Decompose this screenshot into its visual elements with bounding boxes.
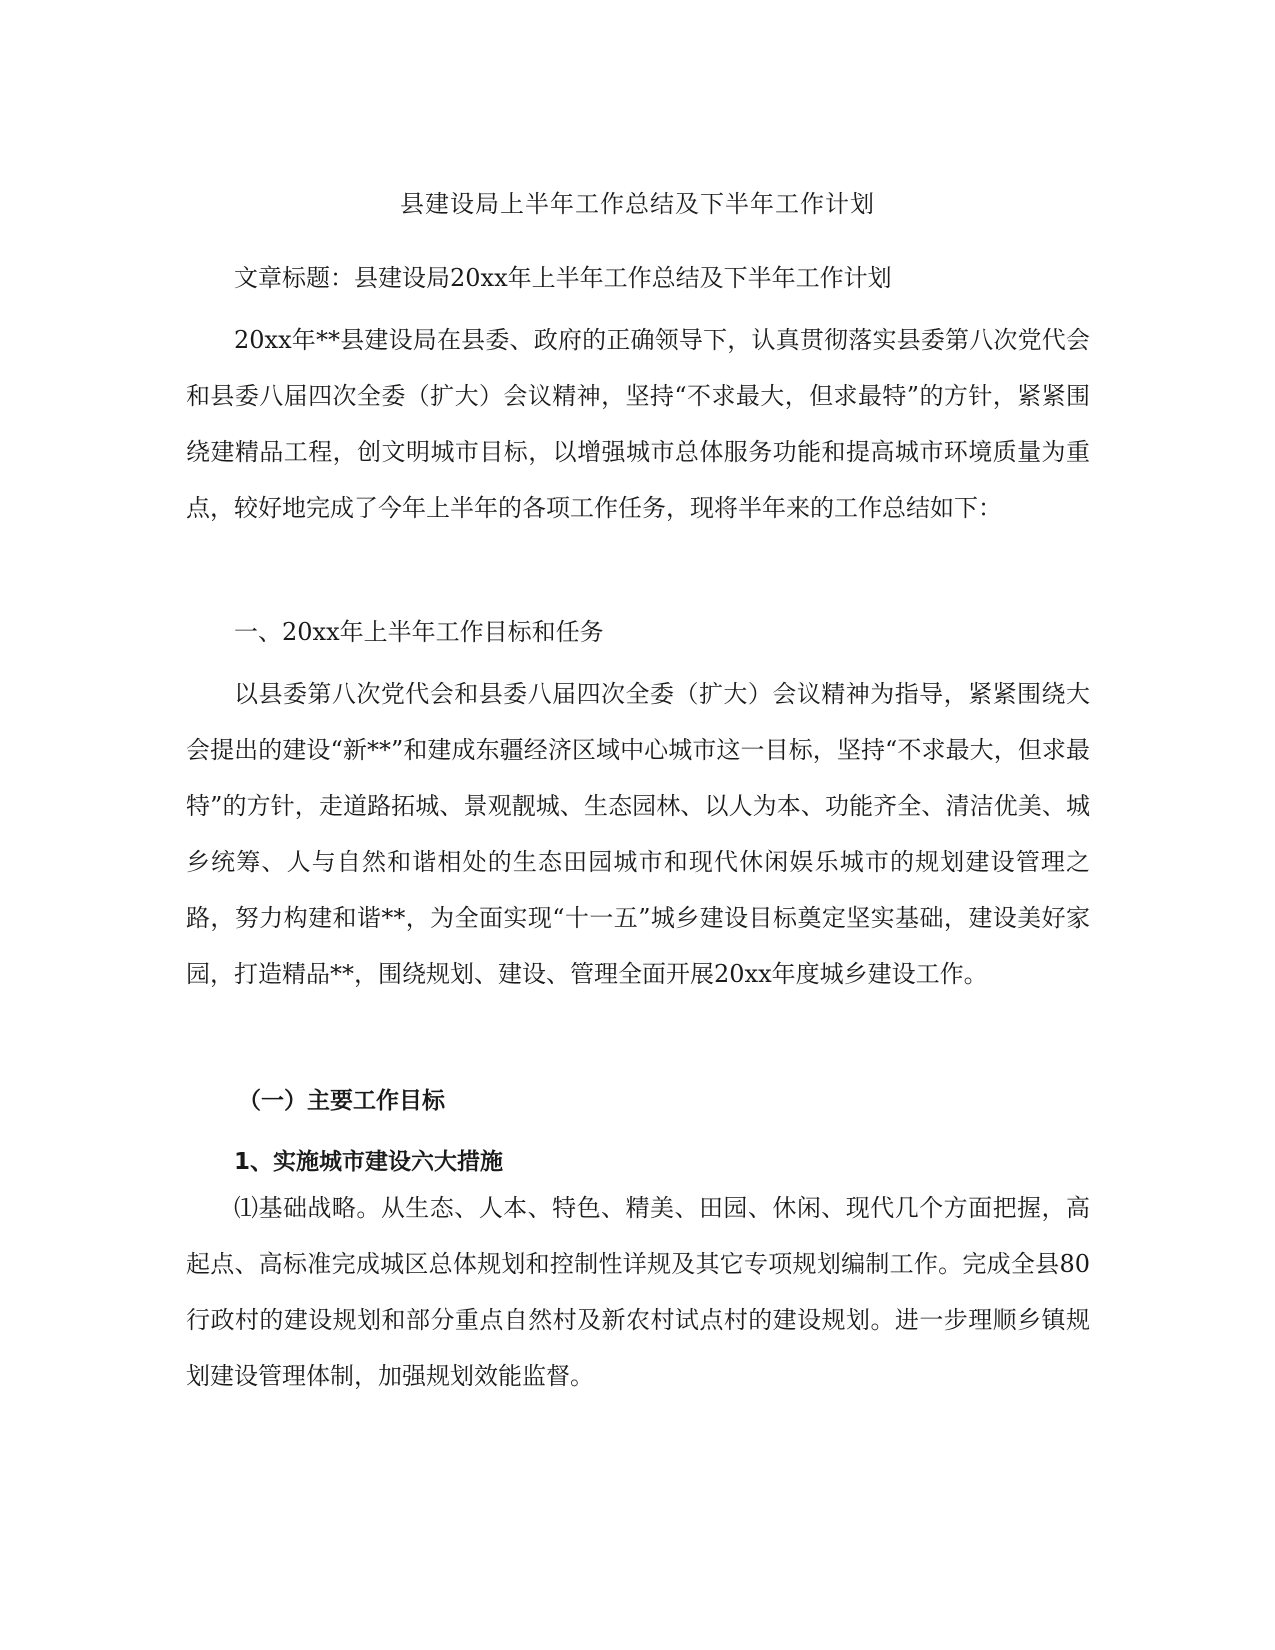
article-title-line: 文章标题：县建设局20xx年上半年工作总结及下半年工作计划 <box>234 264 892 292</box>
section-one-paragraph: 以县委第八次党代会和县委八届四次全委（扩大）会议精神为指导，紧紧围绕大会提出的建设“新**”和建成东疆经济区域中心城市这一目标，坚持“不求最大，但求最特”的方针，走道路拓城、景观靓城、生态园林、以人为本、功能齐全、清洁优美、城乡统筹、人与自然和谐相处的生态田园城市和现代休闲娱乐城市的规划建设管理之路，努力构建和谐**，为全面实现“十一五”城乡建设目标奠定坚实基础，建设美好家园，打造精品**，围绕规划、建设、管理全面开展20xx年度城乡建设工作。 <box>186 680 1090 988</box>
measure-one-paragraph: ⑴基础战略。从生态、人本、特色、精美、田园、休闲、现代几个方面把握，高起点、高标准完成城区总体规划和控制性详规及其它专项规划编制工作。完成全县80行政村的建设规划和部分重点自然村及新农村试点村的建设规划。进一步理顺乡镇规划建设管理体制，加强规划效能监督。 <box>186 1194 1090 1390</box>
subheading-main-goals: （一）主要工作目标 <box>238 1088 445 1114</box>
intro-paragraph: 20xx年**县建设局在县委、政府的正确领导下，认真贯彻落实县委第八次党代会和县委八届四次全委（扩大）会议精神，坚持“不求最大，但求最特”的方针，紧紧围绕建精品工程，创文明城市目标，以增强城市总体服务功能和提高城市环境质量为重点，较好地完成了今年上半年的各项工作任务，现将半年来的工作总结如下： <box>186 326 1090 522</box>
section-one-heading: 一、20xx年上半年工作目标和任务 <box>234 618 604 646</box>
document-title: 县建设局上半年工作总结及下半年工作计划 <box>400 190 875 218</box>
subheading-six-measures: 1、实施城市建设六大措施 <box>234 1149 504 1175</box>
